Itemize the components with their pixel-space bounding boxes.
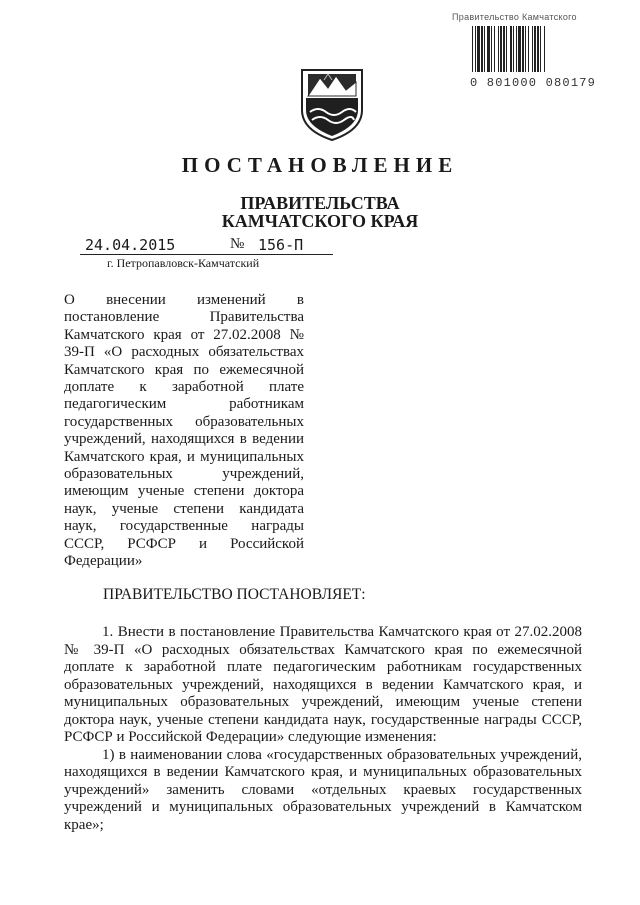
date-number-underline bbox=[80, 254, 333, 255]
body-paragraph: 1. Внести в постановление Правительства Камчатского края от 27.02.2008 № 39-П «О расходных обязательствах Камчатского края по ежемесячной доплате к заработной плате педагогическим работникам государственных образовательных учреждений, находящихся в ведении Камчатского края, и муниципальных образовательных учреждений, имеющим ученые степени доктора наук, ученые степени кандидата наук, государственные награды СССР, РСФСР и Российской Федерации» следующие изменения: bbox=[64, 624, 582, 745]
document-city: г. Петропавловск-Камчатский bbox=[107, 256, 260, 270]
document-subject: О внесении изменений в постановление Правительства Камчатского края от 27.02.2008 № 39-П «О расходных обязательствах Камчатского края по ежемесячной доплате к заработной плате педагогическим работникам государственных образовательных учреждений, находящихся в ведении Камчатского края, и муниципальных образовательных учреждений, имеющим ученые степени доктора наук, ученые степени кандидата наук, государственные награды СССР, РСФСР и Российской Федерации» bbox=[64, 292, 304, 570]
barcode bbox=[470, 24, 578, 74]
document-body bbox=[64, 624, 582, 834]
resolve-heading: ПРАВИТЕЛЬСТВО ПОСТАНОВЛЯЕТ: bbox=[103, 586, 366, 603]
body-paragraph: 1) в наименовании слова «государственных образовательных учреждений, находящихся в ведении Камчатского края, и муниципальных образовательных учреждений» заменить словами «отдельных краевых государственных учреждений и муниципальных образовательных учреждений в Камчатском крае»; bbox=[64, 746, 582, 833]
document-date: 24.04.2015 bbox=[85, 236, 176, 254]
issuer-line-1: ПРАВИТЕЛЬСТВА bbox=[240, 193, 400, 213]
document-number: 156-П bbox=[258, 236, 304, 254]
kamchatka-coat-of-arms-icon bbox=[298, 66, 366, 142]
document-title: ПОСТАНОВЛЕНИЕ bbox=[181, 153, 459, 177]
registration-stamp-caption: Правительство Камчатского bbox=[452, 12, 577, 22]
barcode-number: 0 801000 080179 bbox=[470, 76, 597, 90]
issuer-line-2: КАМЧАТСКОГО КРАЯ bbox=[221, 211, 419, 231]
document-number-sign: № bbox=[230, 236, 245, 252]
